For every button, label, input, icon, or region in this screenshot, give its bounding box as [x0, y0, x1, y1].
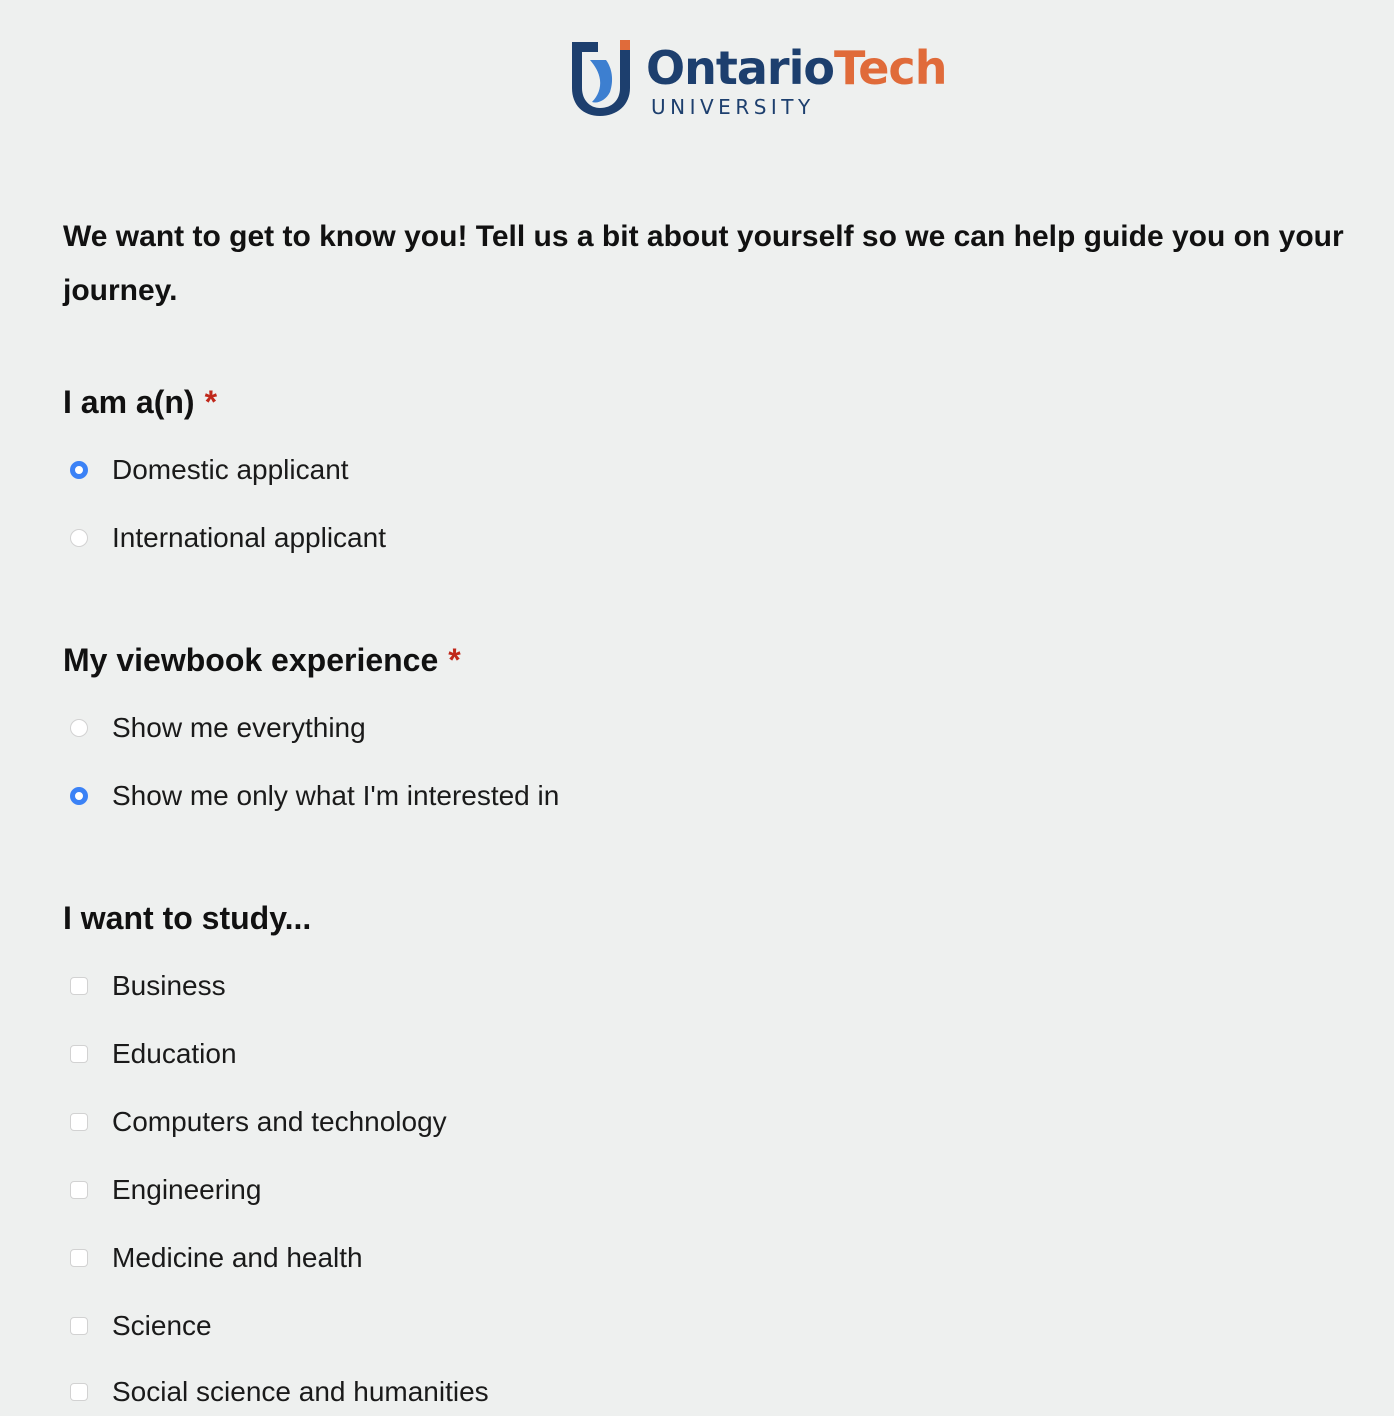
- radio-checked-icon[interactable]: [70, 787, 88, 805]
- checkbox-icon[interactable]: [70, 1317, 88, 1335]
- option-label: Medicine and health: [112, 1242, 363, 1273]
- radio-unchecked-icon[interactable]: [70, 529, 88, 547]
- option-label: Show me only what I'm interested in: [112, 780, 560, 811]
- radio-international-applicant[interactable]: [70, 518, 386, 558]
- applicant-type-heading: [63, 382, 217, 422]
- checkbox-medicine-health[interactable]: [70, 1238, 363, 1278]
- logo-subtitle: UNIVERSITY: [651, 95, 815, 119]
- radio-show-interested-only[interactable]: [70, 776, 559, 816]
- checkbox-icon[interactable]: [70, 1249, 88, 1267]
- required-asterisk: *: [448, 642, 461, 678]
- checkbox-business[interactable]: [70, 966, 226, 1006]
- logo-wordmark: [646, 40, 946, 96]
- shield-logo-icon: [568, 38, 634, 120]
- checkbox-icon[interactable]: [70, 1383, 88, 1401]
- checkbox-social-science-humanities[interactable]: [70, 1372, 489, 1412]
- viewbook-experience-label: My viewbook experience: [63, 642, 439, 678]
- radio-checked-icon[interactable]: [70, 461, 88, 479]
- option-label: Science: [112, 1310, 212, 1341]
- checkbox-icon[interactable]: [70, 977, 88, 995]
- radio-domestic-applicant[interactable]: [70, 450, 349, 490]
- option-label: Education: [112, 1038, 237, 1069]
- option-label: Show me everything: [112, 712, 366, 743]
- university-logo: [568, 38, 947, 122]
- checkbox-computers-technology[interactable]: [70, 1102, 447, 1142]
- logo-word-tech: Tech: [833, 41, 947, 95]
- study-interests-label: I want to study...: [63, 900, 312, 936]
- viewbook-experience-heading: [63, 640, 461, 680]
- option-label: International applicant: [112, 522, 386, 553]
- required-asterisk: *: [204, 384, 218, 420]
- option-label: Computers and technology: [112, 1106, 447, 1137]
- option-label: Social science and humanities: [112, 1376, 489, 1407]
- checkbox-icon[interactable]: [70, 1181, 88, 1199]
- study-interests-heading: [63, 898, 311, 938]
- checkbox-icon[interactable]: [70, 1113, 88, 1131]
- intro-text: We want to get to know you! Tell us a bit about yourself so we can help guide you on your journey.: [63, 220, 1344, 307]
- option-label: Domestic applicant: [112, 454, 349, 485]
- logo-word-ontario: Ontario: [646, 41, 834, 95]
- applicant-type-label: I am a(n): [63, 384, 195, 420]
- checkbox-icon[interactable]: [70, 1045, 88, 1063]
- checkbox-science[interactable]: [70, 1306, 212, 1346]
- checkbox-education[interactable]: [70, 1034, 237, 1074]
- option-label: Engineering: [112, 1174, 262, 1205]
- radio-unchecked-icon[interactable]: [70, 719, 88, 737]
- option-label: Business: [112, 970, 226, 1001]
- radio-show-everything[interactable]: [70, 708, 366, 748]
- checkbox-engineering[interactable]: [70, 1170, 261, 1210]
